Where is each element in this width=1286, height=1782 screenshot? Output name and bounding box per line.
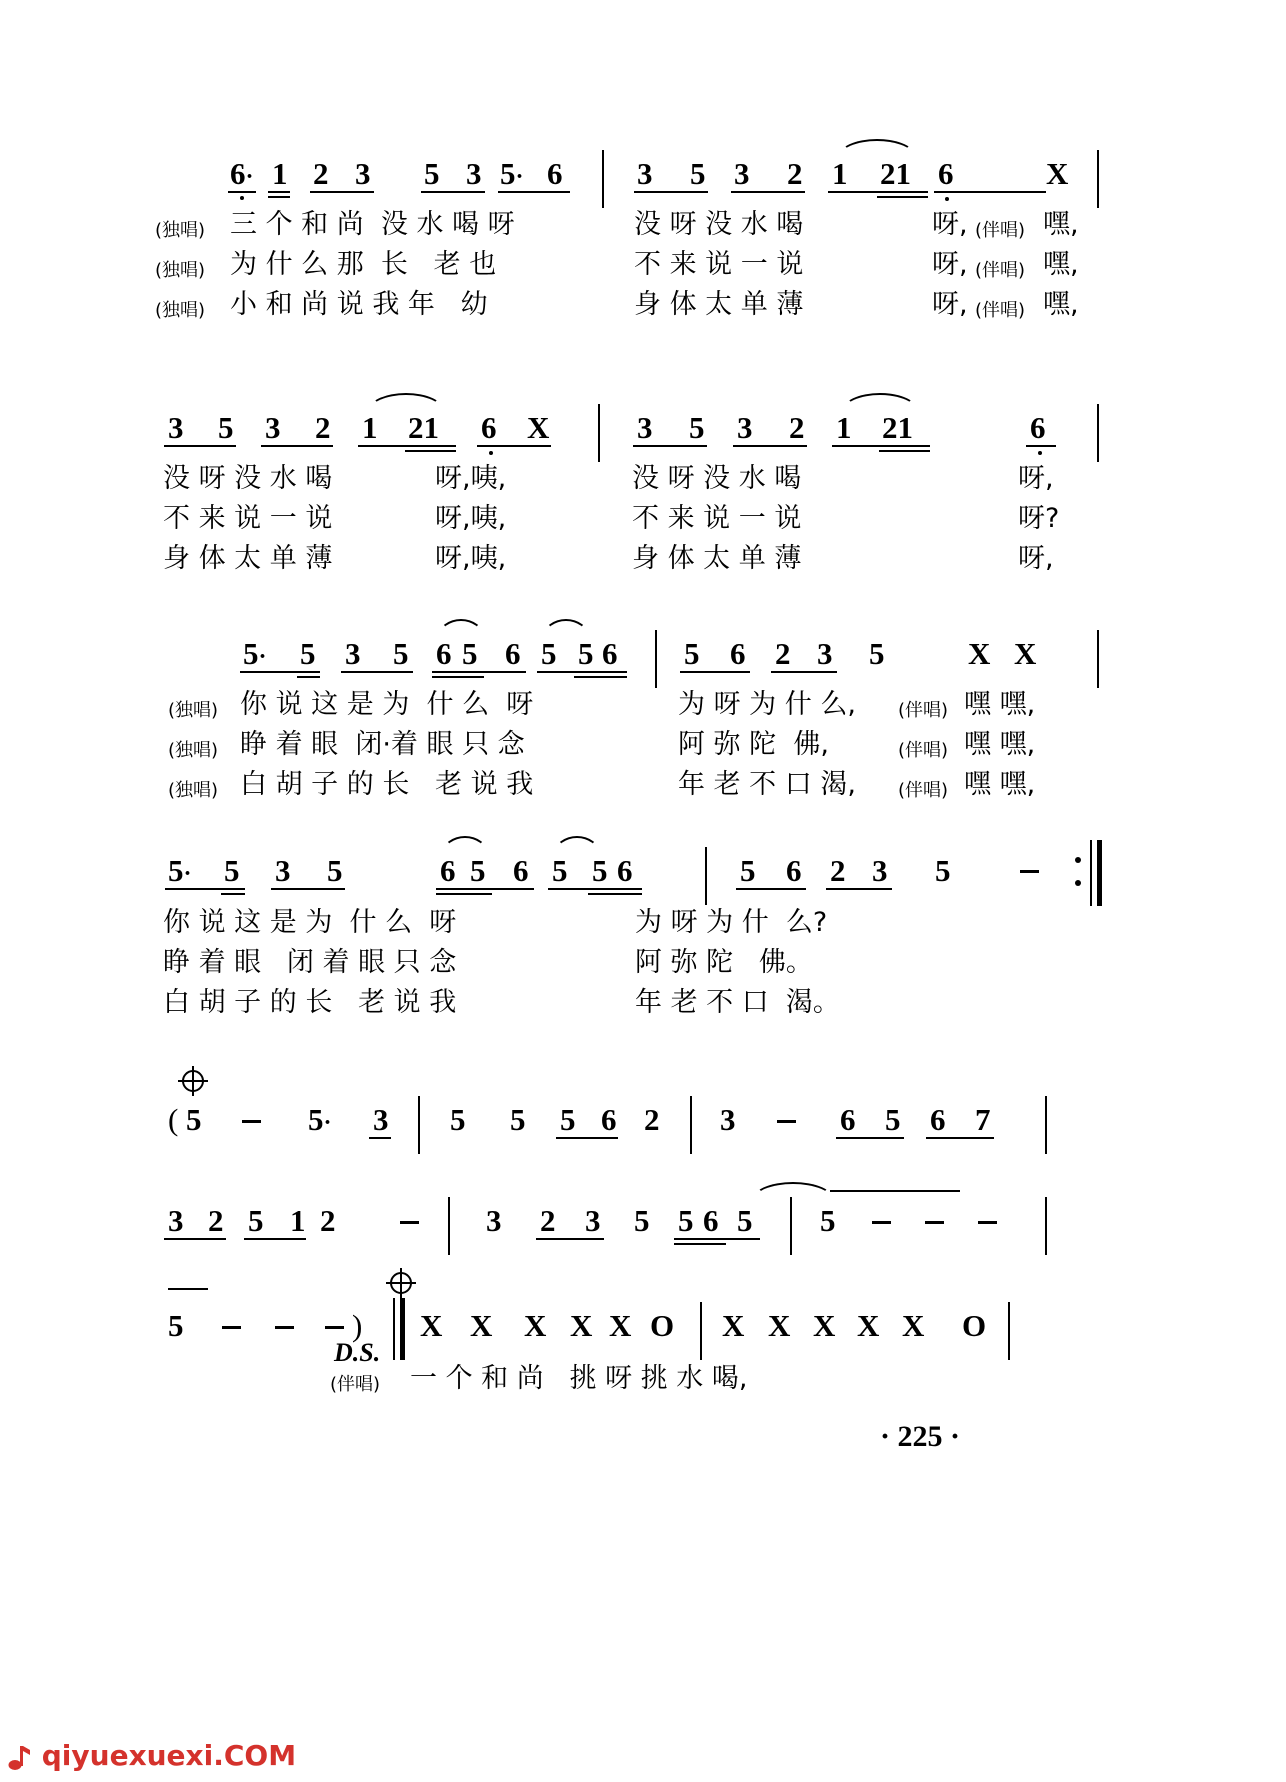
watermark [8, 1739, 296, 1772]
note: 5 [541, 636, 557, 671]
note: 5 [224, 853, 240, 888]
note: 1 [362, 410, 378, 445]
beam-2 [432, 676, 484, 678]
note: 5 [300, 636, 316, 671]
watermark-text: qiyuexuexi.COM [41, 1739, 297, 1772]
beam [341, 671, 413, 673]
lyric-line: 三 个 和 尚 没 水 喝 呀 [230, 209, 515, 240]
note: 6· [230, 156, 254, 191]
note: O [962, 1308, 987, 1343]
beam [680, 671, 750, 673]
singer-cue: (独唱) [168, 740, 219, 761]
note: 5 [634, 1203, 650, 1238]
lyric-line: 嘿 嘿, [964, 689, 1036, 720]
beam [244, 1238, 306, 1240]
page-number-dot-left: · [880, 1420, 891, 1453]
note: X [768, 1308, 791, 1343]
note: 5 [510, 1102, 526, 1137]
beam-2 [221, 893, 245, 895]
beam-2 [674, 1243, 726, 1245]
note: 6 [440, 853, 456, 888]
sustain-dash [275, 1326, 294, 1329]
beam [421, 191, 485, 193]
singer-cue: (独唱) [155, 220, 206, 241]
note: 3 [265, 410, 281, 445]
note: 6 [930, 1102, 946, 1137]
slur [543, 619, 589, 637]
tie-line [168, 1288, 208, 1290]
ds-label: D.S. [334, 1338, 381, 1367]
octave-dot-low [240, 196, 244, 200]
note: X [1014, 636, 1037, 671]
note: 5 [462, 636, 478, 671]
beam [1026, 445, 1056, 447]
sustain-dash [222, 1326, 241, 1329]
beam-2 [877, 196, 928, 198]
barline [1045, 1096, 1047, 1154]
lyric-line: 不 来 说 一 说 [632, 503, 802, 534]
note: 1 [290, 1203, 306, 1238]
note: 5 [592, 853, 608, 888]
lyric-line: 呀,咦, [435, 503, 507, 534]
slur [838, 139, 916, 157]
sustain-dash [242, 1120, 261, 1123]
note: 6 [703, 1203, 719, 1238]
beam [165, 888, 245, 890]
barline [690, 1096, 692, 1154]
note: 5· [308, 1102, 332, 1137]
beam [164, 1238, 226, 1240]
note: X [902, 1308, 925, 1343]
note: 5 [470, 853, 486, 888]
note: 3 [737, 410, 753, 445]
note: 2 [789, 410, 805, 445]
lyric-line: 身 体 太 单 薄 [163, 543, 333, 574]
repeat-dot [1075, 880, 1081, 886]
note: 3 [168, 1203, 184, 1238]
beam [826, 888, 892, 890]
sustain-dash [872, 1221, 891, 1224]
lyric-line: 呀,咦, [435, 543, 507, 574]
lyric-line: 为 呀 为 什 么, [678, 689, 856, 720]
note: 21 [880, 156, 911, 191]
note: 6 [730, 636, 746, 671]
sustain-dash [925, 1221, 944, 1224]
beam-2 [405, 450, 456, 452]
note: 3 [720, 1102, 736, 1137]
lyric-line: 你 说 这 是 为 什 么 呀 [240, 689, 534, 720]
note: 3 [637, 410, 653, 445]
note: 5· [500, 156, 524, 191]
note: 6 [601, 1102, 617, 1137]
beam-2 [268, 196, 290, 198]
lyric-line: 呀, [1018, 543, 1054, 574]
slur [554, 836, 600, 854]
beam [836, 1137, 904, 1139]
note: 21 [408, 410, 439, 445]
lyric-line: 嘿 嘿, [964, 769, 1036, 800]
note: 1 [272, 156, 288, 191]
note: 6 [602, 636, 618, 671]
note: 3 [466, 156, 482, 191]
lyric-line: 为 呀 为 什 么? [635, 907, 828, 938]
beam [733, 445, 807, 447]
singer-cue: (独唱) [155, 300, 206, 321]
slur [438, 619, 484, 637]
chorus-cue: (伴唱) [975, 220, 1026, 241]
note: 5 [820, 1203, 836, 1238]
lyric-line: 呀, [932, 209, 968, 240]
coda-segno-icon [182, 1070, 204, 1092]
beam [828, 191, 928, 193]
chorus-cue: (伴唱) [975, 300, 1026, 321]
note: X [470, 1308, 493, 1343]
octave-dot-low [945, 197, 949, 201]
slur [752, 1182, 834, 1200]
note: 3 [373, 1102, 389, 1137]
slur [442, 836, 488, 854]
note: 5· [168, 853, 192, 888]
note: 3 [637, 156, 653, 191]
note: 5 [186, 1102, 202, 1137]
chorus-cue: (伴唱) [898, 700, 949, 721]
barline [1097, 150, 1099, 208]
sustain-dash [400, 1221, 419, 1224]
note: 5 [552, 853, 568, 888]
note: 5 [684, 636, 700, 671]
barline [602, 150, 604, 208]
note: 6 [505, 636, 521, 671]
barline [700, 1302, 702, 1360]
beam [556, 1137, 618, 1139]
note: 5 [450, 1102, 466, 1137]
note: 3 [872, 853, 888, 888]
singer-cue: (独唱) [168, 700, 219, 721]
note: 2 [320, 1203, 336, 1238]
repeat-thick-line [1097, 840, 1102, 906]
barline [655, 630, 657, 688]
barline [1008, 1302, 1010, 1360]
beam [934, 191, 1046, 193]
lyric-line: 呀? [1018, 503, 1060, 534]
note: 6 [786, 853, 802, 888]
lyric-line: 嘿, [1043, 209, 1079, 240]
note: 5 [935, 853, 951, 888]
singer-cue: (独唱) [155, 260, 206, 281]
beam [271, 888, 345, 890]
octave-dot-low [1038, 451, 1042, 455]
lyric-line: 呀, [1018, 463, 1054, 494]
beam [477, 445, 551, 447]
lyric-line: 年 老 不 口 渴。 [635, 987, 840, 1018]
note: 3 [817, 636, 833, 671]
lyric-line: 阿 弥 陀 佛。 [635, 947, 813, 978]
note: X [524, 1308, 547, 1343]
beam-2 [297, 676, 320, 678]
barline [790, 1197, 792, 1255]
beam [674, 1238, 760, 1240]
close-paren: ) [352, 1308, 363, 1343]
coda-segno-icon [390, 1272, 412, 1294]
lyric-line: 身 体 太 单 薄 [634, 289, 804, 320]
note: 6 [513, 853, 529, 888]
barline [1045, 1197, 1047, 1255]
repeat-thin-line [1090, 840, 1092, 906]
chorus-cue: (伴唱) [898, 780, 949, 801]
lyric-line: 身 体 太 单 薄 [632, 543, 802, 574]
lyric-line: 你 说 这 是 为 什 么 呀 [163, 907, 457, 938]
beam [736, 888, 806, 890]
note: X [722, 1308, 745, 1343]
note: 21 [882, 410, 913, 445]
lyric-line: 睁 着 眼 闭·着 眼 只 念 [240, 729, 525, 760]
lyric-line: 阿 弥 陀 佛, [678, 729, 829, 760]
note: 5 [885, 1102, 901, 1137]
note: 2 [208, 1203, 224, 1238]
barline [448, 1197, 450, 1255]
note: 5 [578, 636, 594, 671]
beam [537, 671, 627, 673]
note: 6 [840, 1102, 856, 1137]
note: 5 [393, 636, 409, 671]
slur [368, 393, 444, 411]
beam [358, 445, 456, 447]
beam [310, 191, 374, 193]
lyric-line: 白 胡 子 的 长 老 说 我 [240, 769, 534, 800]
note: X [857, 1308, 880, 1343]
open-paren: ( [168, 1102, 179, 1137]
note: X [609, 1308, 632, 1343]
note: 2 [787, 156, 803, 191]
lyric-line: 没 呀 没 水 喝 [634, 209, 804, 240]
note: 2 [775, 636, 791, 671]
lyric-line: 嘿 嘿, [964, 729, 1036, 760]
note: 6 [1030, 410, 1046, 445]
lyric-line: 嘿, [1043, 249, 1079, 280]
repeat-thick-line [400, 1298, 405, 1360]
note: 3 [168, 410, 184, 445]
lyric-line: 年 老 不 口 渴, [678, 769, 856, 800]
note: 3 [585, 1203, 601, 1238]
slur [842, 393, 918, 411]
beam [240, 671, 320, 673]
note: X [813, 1308, 836, 1343]
beam [268, 191, 290, 193]
beam [432, 671, 526, 673]
chorus-cue: (伴唱) [975, 260, 1026, 281]
note: 2 [315, 410, 331, 445]
beam [498, 191, 570, 193]
beam [228, 191, 256, 193]
barline [598, 404, 600, 462]
beam [832, 445, 930, 447]
note: 5 [168, 1308, 184, 1343]
note: X [968, 636, 991, 671]
note: 2 [644, 1102, 660, 1137]
lyric-line: 为 什 么 那 长 老 也 [230, 249, 497, 280]
beam [633, 445, 707, 447]
note: X [420, 1308, 443, 1343]
note: 5 [740, 853, 756, 888]
lyric-line: 不 来 说 一 说 [163, 503, 333, 534]
sustain-dash [1020, 870, 1039, 873]
lyric-line: 呀, [932, 249, 968, 280]
note: X [1046, 156, 1069, 191]
note: 3 [486, 1203, 502, 1238]
note: O [650, 1308, 675, 1343]
barline [418, 1096, 420, 1154]
chorus-cue: (伴唱) [330, 1374, 381, 1395]
beam-2 [588, 893, 642, 895]
note: X [527, 410, 550, 445]
page-number-value: 225 [897, 1420, 943, 1453]
note: 3 [734, 156, 750, 191]
lyric-line: 呀,咦, [435, 463, 507, 494]
barline [393, 1298, 395, 1360]
tie-line [830, 1190, 960, 1192]
barline [1097, 404, 1099, 462]
note: 2 [830, 853, 846, 888]
note: 1 [836, 410, 852, 445]
sustain-dash [325, 1326, 344, 1329]
sustain-dash [777, 1120, 796, 1123]
note: 5 [424, 156, 440, 191]
page-number-dot-right: · [950, 1420, 961, 1453]
beam-2 [436, 893, 492, 895]
beam [634, 191, 708, 193]
lyric-line: 不 来 说 一 说 [634, 249, 804, 280]
note: 2 [540, 1203, 556, 1238]
repeat-dot [1075, 857, 1081, 863]
lyric-line: 白 胡 子 的 长 老 说 我 [163, 987, 457, 1018]
lyric-line: 小 和 尚 说 我 年 幼 [230, 289, 488, 320]
beam [164, 445, 236, 447]
note: 5 [218, 410, 234, 445]
note: 3 [275, 853, 291, 888]
note: 3 [345, 636, 361, 671]
beam-2 [574, 676, 627, 678]
note: 1 [832, 156, 848, 191]
note: 5 [327, 853, 343, 888]
sustain-dash [978, 1221, 997, 1224]
lyric-line: 没 呀 没 水 喝 [632, 463, 802, 494]
note: 6 [547, 156, 563, 191]
note: 5 [737, 1203, 753, 1238]
note: 6 [938, 156, 954, 191]
barline [705, 847, 707, 905]
note: 5 [560, 1102, 576, 1137]
lyric-line: 呀, [932, 289, 968, 320]
note: 2 [313, 156, 329, 191]
note: 5 [690, 156, 706, 191]
singer-cue: (独唱) [168, 780, 219, 801]
note: 6 [617, 853, 633, 888]
beam [261, 445, 333, 447]
note: 3 [355, 156, 371, 191]
chorus-cue: (伴唱) [898, 740, 949, 761]
octave-dot-low [489, 451, 493, 455]
note: 7 [975, 1102, 991, 1137]
barline [1097, 630, 1099, 688]
note: 5· [243, 636, 267, 671]
note: 6 [436, 636, 452, 671]
lyric-line: 没 呀 没 水 喝 [163, 463, 333, 494]
lyric-line: 睁 着 眼 闭 着 眼 只 念 [163, 947, 457, 978]
beam [926, 1137, 994, 1139]
lyric-line: 一 个 和 尚 挑 呀 挑 水 喝, [410, 1363, 748, 1394]
lyric-line: 嘿, [1043, 289, 1079, 320]
note: 6 [481, 410, 497, 445]
beam [771, 671, 837, 673]
note: 5 [869, 636, 885, 671]
note: 5 [248, 1203, 264, 1238]
note: X [570, 1308, 593, 1343]
beam [548, 888, 642, 890]
page-number [880, 1420, 960, 1454]
beam [731, 191, 805, 193]
beam [436, 888, 534, 890]
note: 5 [678, 1203, 694, 1238]
beam-2 [879, 450, 930, 452]
beam [369, 1137, 391, 1139]
beam [536, 1238, 604, 1240]
note-logo-icon [8, 1745, 32, 1771]
note: 5 [689, 410, 705, 445]
